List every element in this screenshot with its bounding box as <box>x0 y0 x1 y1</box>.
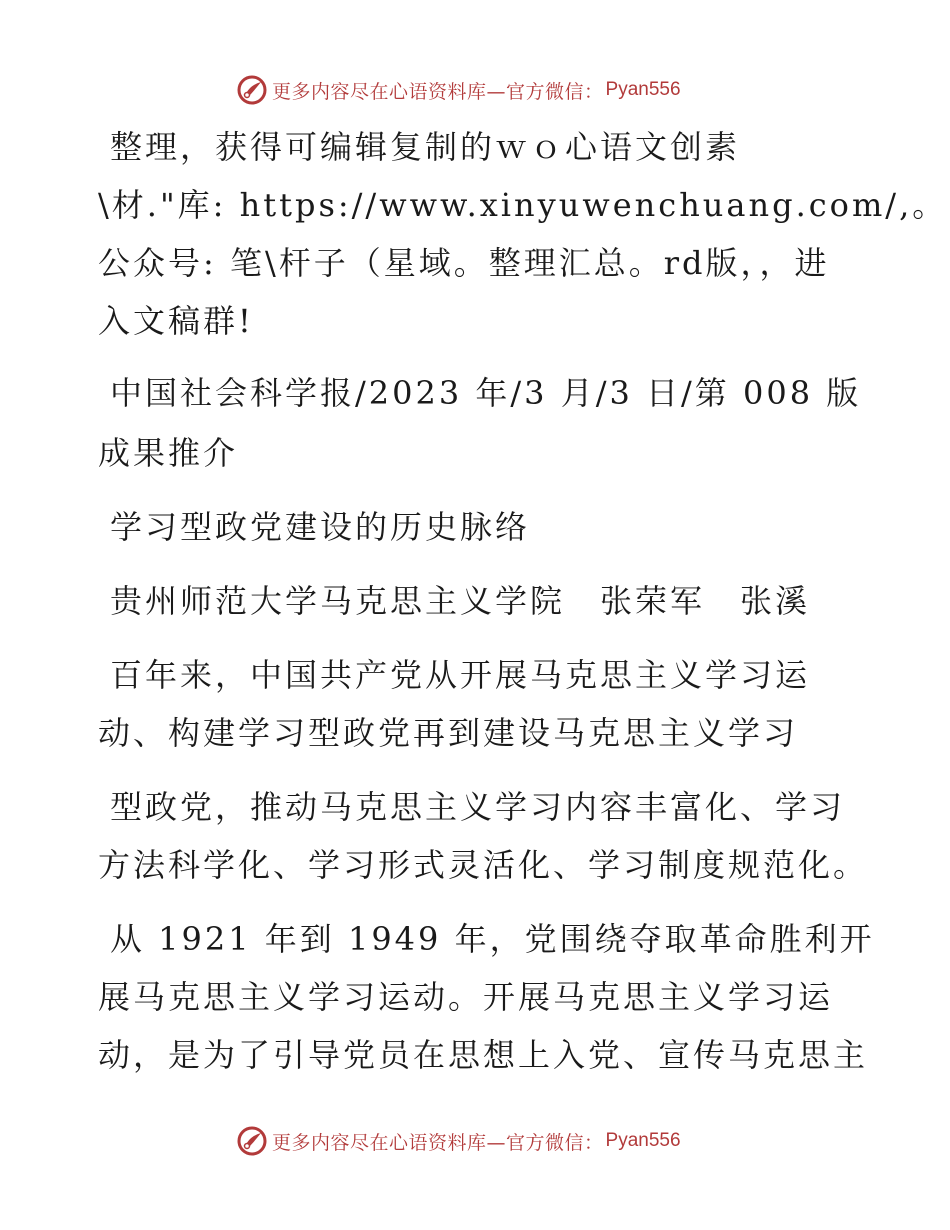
footer-watermark <box>236 1124 681 1158</box>
text-line: 方法科学化、学习形式灵活化、学习制度规范化。 <box>98 846 869 884</box>
text-line: 从 1921 年到 1949 年，党围绕夺取革命胜利开 <box>110 920 875 958</box>
text-line: 动、构建学习型政党再到建设马克思主义学习 <box>98 714 799 752</box>
text-line: 整理，获得可编辑复制的ｗｏ心语文创素 <box>110 128 741 166</box>
text-line: 百年来，中国共产党从开展马克思主义学习运 <box>110 656 811 694</box>
brand-logo-icon <box>236 1125 268 1157</box>
watermark-text: 更多内容尽在心语资料库—官方微信： <box>272 80 604 103</box>
text-line: 型政党，推动马克思主义学习内容丰富化、学习 <box>110 788 846 826</box>
watermark-wechat-id: Pyan556 <box>605 1130 681 1151</box>
article-title: 学习型政党建设的历史脉络 <box>110 508 531 546</box>
text-line: 中国社会科学报/2023 年/3 月/3 日/第 008 版 <box>110 374 862 412</box>
watermark-wechat-id: Pyan556 <box>605 79 681 100</box>
text-line: \材."库: https://www.xinyuwenchuang.com/,。 <box>98 186 948 224</box>
text-line: 公众号: 笔\杆子（星域。整理汇总。rd版，，进 <box>98 244 830 282</box>
text-line: 成果推介 <box>98 434 239 472</box>
text-line: 动，是为了引导党员在思想上入党、宣传马克思主 <box>98 1036 869 1074</box>
article-author: 贵州师范大学马克思主义学院 张荣军 张溪 <box>110 582 811 620</box>
text-line: 展马克思主义学习运动。开展马克思主义学习运 <box>98 978 834 1016</box>
header-watermark <box>236 73 681 107</box>
watermark-text: 更多内容尽在心语资料库—官方微信： <box>272 1131 604 1154</box>
brand-logo-icon <box>236 74 268 106</box>
text-line: 入文稿群! <box>98 302 254 340</box>
